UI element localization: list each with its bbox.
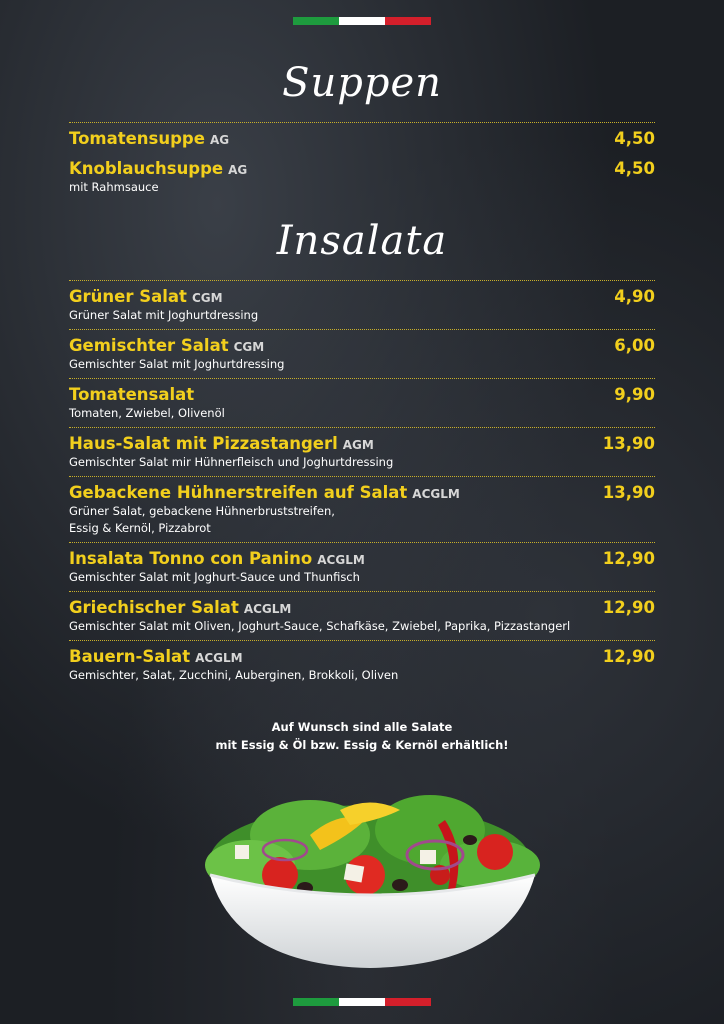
menu-item-description (69, 618, 655, 635)
menu-item-description (69, 179, 655, 196)
menu-item-head (69, 159, 655, 178)
allergen-code: CGM (191, 291, 223, 305)
allergen-code: ACGLM (195, 651, 243, 665)
menu-item-description-line: Gemischter Salat mit Oliven, Joghurt-Sauce, Schafkäse, Zwiebel, Paprika, Pizzastangerl (69, 619, 571, 633)
dressing-note-line1: Auf Wunsch sind alle Salate (271, 720, 453, 734)
menu-item-name: Bauern-Salat (69, 647, 191, 666)
menu-item-description-line: Gemischter Salat mit Joghurtdressing (69, 357, 285, 371)
menu-item-title (69, 483, 460, 502)
insalata-list (69, 280, 655, 689)
menu-item-head (69, 598, 655, 617)
italian-flag-bottom (293, 998, 431, 1006)
menu-item-description-line: Grüner Salat, gebackene Hühnerbruststreifen, (69, 504, 335, 518)
menu-item (69, 378, 655, 427)
allergen-code: ACGLM (317, 553, 365, 567)
menu-item-name: Tomatensalat (69, 385, 195, 404)
menu-item-title (69, 287, 223, 306)
menu-item-name: Haus-Salat mit Pizzastangerl (69, 434, 338, 453)
menu-item-price: 4,50 (614, 129, 655, 148)
suppen-list (69, 122, 655, 201)
menu-item-title (69, 159, 247, 178)
menu-item-title (69, 434, 374, 453)
menu-item (69, 329, 655, 378)
menu-item-description-line: Grüner Salat mit Joghurtdressing (69, 308, 259, 322)
menu-item-description-line: Tomaten, Zwiebel, Olivenöl (69, 406, 225, 420)
menu-item-title (69, 336, 264, 355)
menu-item-price: 4,90 (614, 287, 655, 306)
menu-item-title (69, 647, 243, 666)
menu-item (69, 591, 655, 640)
allergen-code: CGM (233, 340, 265, 354)
menu-item (69, 640, 655, 689)
menu-item-price: 12,90 (602, 598, 655, 617)
section-title-suppen: Suppen (282, 60, 442, 106)
menu-item-description (69, 454, 655, 471)
menu-item-description (69, 307, 655, 324)
menu-item-name: Insalata Tonno con Panino (69, 549, 313, 568)
allergen-code: AG (228, 163, 248, 177)
menu-item-title (69, 598, 291, 617)
menu-item-title (69, 549, 365, 568)
menu-item (69, 476, 655, 542)
menu-item-title (69, 385, 194, 404)
menu-item-name: Grüner Salat (69, 287, 187, 306)
menu-item-description-line: Gemischter, Salat, Zucchini, Auberginen, Brokkoli, Oliven (69, 668, 399, 682)
menu-item-name: Knoblauchsuppe (69, 159, 224, 178)
menu-item (69, 153, 655, 201)
allergen-code: AG (209, 133, 230, 147)
menu-item-description-line: Gemischter Salat mir Hühnerfleisch und Joghurtdressing (69, 455, 394, 469)
menu-item-name: Gemischter Salat (69, 336, 229, 355)
salad-bowl-icon (190, 780, 555, 970)
menu-item-description-line: mit Rahmsauce (69, 180, 159, 194)
menu-item (69, 122, 655, 153)
menu-item-head (69, 385, 655, 404)
menu-item-description-line: Gemischter Salat mit Joghurt-Sauce und Thunfisch (69, 570, 360, 584)
menu-item-description (69, 356, 655, 373)
menu-item-head (69, 483, 655, 502)
dressing-note-line2: mit Essig & Öl bzw. Essig & Kernöl erhältlich! (215, 738, 509, 752)
menu-item-description-line: Essig & Kernöl, Pizzabrot (69, 521, 211, 535)
menu-item-name: Gebackene Hühnerstreifen auf Salat (69, 483, 408, 502)
menu-item-price: 13,90 (602, 483, 655, 502)
menu-item-title (69, 129, 229, 148)
allergen-code: AGM (342, 438, 374, 452)
menu-item (69, 427, 655, 476)
italian-flag-top (293, 17, 431, 25)
menu-item-head (69, 129, 655, 148)
menu-item-price: 12,90 (602, 549, 655, 568)
menu-item-head (69, 647, 655, 666)
menu-item-head (69, 287, 655, 306)
menu-item-description (69, 405, 655, 422)
menu-item-price: 12,90 (602, 647, 655, 666)
menu-item-name: Tomatensuppe (69, 129, 205, 148)
menu-item (69, 542, 655, 591)
menu-item-head (69, 434, 655, 453)
menu-item-price: 6,00 (614, 336, 655, 355)
menu-item-head (69, 549, 655, 568)
menu-item-head (69, 336, 655, 355)
dressing-note (0, 718, 724, 754)
menu-item-description (69, 503, 655, 537)
menu-item (69, 280, 655, 329)
allergen-code: ACGLM (243, 602, 292, 616)
menu-item-description (69, 667, 655, 684)
menu-item-name: Griechischer Salat (69, 598, 239, 617)
menu-item-description (69, 569, 655, 586)
allergen-code: ACGLM (412, 487, 460, 501)
section-title-insalata: Insalata (276, 218, 448, 264)
menu-item-price: 4,50 (614, 159, 655, 178)
menu-item-price: 13,90 (602, 434, 655, 453)
menu-item-price: 9,90 (614, 385, 655, 404)
